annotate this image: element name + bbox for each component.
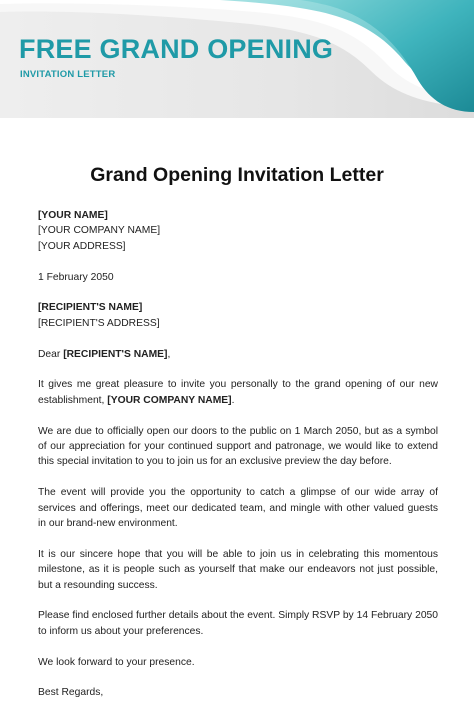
recipient-address: [RECIPIENT'S ADDRESS]	[38, 317, 160, 329]
sender-company: [YOUR COMPANY NAME]	[38, 225, 161, 237]
banner-header	[0, 0, 474, 118]
letter-date: 1 February 2050	[38, 271, 114, 283]
salutation-prefix: Dear	[38, 348, 64, 360]
banner-subtitle: INVITATION LETTER	[20, 69, 116, 80]
banner-title: FREE GRAND OPENING	[19, 34, 334, 64]
paragraph-hope: It is our sincere hope that you will be able to join us in celebrating this momentous milestone, as it is people such as yourself that make our endeavors not just possible, but a resounding success.	[38, 548, 438, 591]
salutation-name: [RECIPIENT'S NAME]	[63, 348, 168, 360]
document-title: Grand Opening Invitation Letter	[90, 164, 384, 186]
salutation	[38, 347, 438, 362]
sender-address: [YOUR ADDRESS]	[38, 240, 126, 252]
paragraph-invitation-text: It gives me great pleasure to invite you personally to the grand opening of our new establishment,	[38, 379, 438, 406]
recipient-name: [RECIPIENT'S NAME]	[38, 302, 143, 314]
letter-body	[38, 208, 438, 716]
paragraph-invitation-end: .	[231, 394, 235, 406]
paragraph-rsvp: Please find enclosed further details about the event. Simply RSVP by 14 February 2050 to inform us about your preferences.	[38, 610, 438, 637]
paragraph-invitation-company: [YOUR COMPANY NAME]	[107, 394, 232, 406]
recipient-block	[38, 300, 438, 331]
paragraph-event: The event will provide you the opportunity to catch a glimpse of our wide array of services and offerings, meet our dedicated team, and mingle with other valued guests in our brand-new environment.	[38, 487, 438, 530]
salutation-suffix: ,	[167, 348, 171, 360]
closing: Best Regards,	[38, 687, 104, 699]
paragraph-opening-date: We are due to officially open our doors to the public on 1 March 2050, but as a symbol of our appreciation for your continued support and patronage, we would like to extend this special invitation to you to join us for an exclusive preview the day before.	[38, 425, 438, 468]
paragraph-invitation	[38, 377, 438, 408]
sender-block	[38, 208, 438, 254]
paragraph-look-forward: We look forward to your presence.	[38, 656, 195, 668]
sender-name: [YOUR NAME]	[38, 210, 108, 221]
